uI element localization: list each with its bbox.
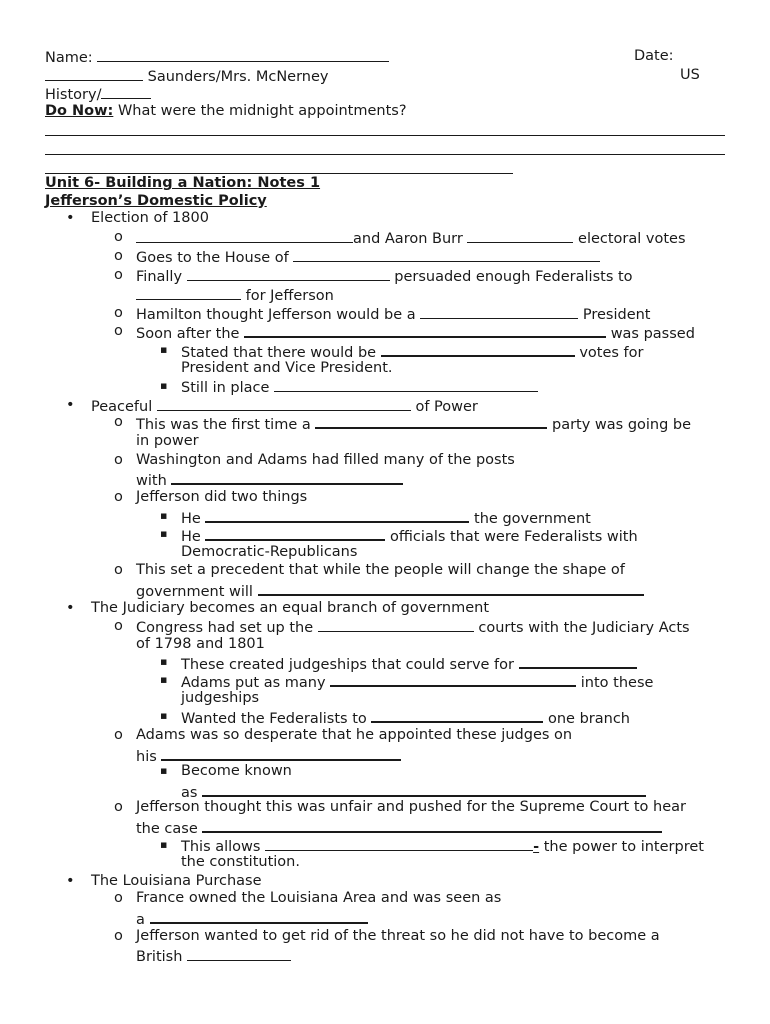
name-blank[interactable] bbox=[97, 47, 389, 62]
dash: - bbox=[533, 839, 540, 855]
text: his bbox=[136, 749, 157, 765]
line-of-1798: of 1798 and 1801 bbox=[136, 636, 265, 652]
line-soon-after bbox=[136, 322, 695, 343]
text: He bbox=[181, 511, 201, 527]
line-washington: Washington and Adams had filled many of the posts bbox=[136, 452, 515, 468]
answer-line-2[interactable] bbox=[45, 154, 725, 155]
square-bullet: ▪ bbox=[160, 379, 168, 392]
text: British bbox=[136, 949, 183, 965]
teacher-line bbox=[45, 66, 329, 86]
blank[interactable] bbox=[244, 322, 606, 338]
square-bullet: ▪ bbox=[160, 527, 168, 540]
disc-bullet: • bbox=[66, 600, 75, 616]
date-label: Date: bbox=[634, 48, 674, 64]
circle-bullet: o bbox=[114, 562, 123, 578]
text: into these bbox=[580, 675, 654, 691]
line-finally bbox=[136, 266, 633, 286]
text: courts with the Judiciary Acts bbox=[478, 620, 690, 636]
blank[interactable] bbox=[330, 671, 576, 687]
line-precedent: This set a precedent that while the people will change the shape of bbox=[136, 562, 625, 578]
history-blank[interactable] bbox=[101, 84, 151, 99]
line-with bbox=[136, 469, 403, 490]
name-label: Name: bbox=[45, 50, 93, 66]
blank[interactable] bbox=[371, 707, 543, 723]
do-now bbox=[45, 102, 407, 120]
blank[interactable] bbox=[315, 413, 547, 429]
circle-bullet: o bbox=[114, 248, 123, 264]
circle-bullet: o bbox=[114, 452, 123, 468]
circle-bullet: o bbox=[114, 305, 123, 321]
course-us: US bbox=[680, 67, 700, 83]
blank[interactable] bbox=[187, 946, 291, 961]
line-gov-will bbox=[136, 580, 644, 601]
circle-bullet: o bbox=[114, 229, 123, 245]
square-bullet: ▪ bbox=[160, 838, 168, 851]
text: Wanted the Federalists to bbox=[181, 711, 367, 727]
blank[interactable] bbox=[265, 836, 533, 851]
blank[interactable] bbox=[420, 304, 578, 319]
line-become-known: Become known bbox=[181, 763, 292, 779]
teacher-blank[interactable] bbox=[45, 66, 143, 81]
blank[interactable] bbox=[136, 228, 353, 243]
line-first-time bbox=[136, 413, 691, 434]
blank[interactable] bbox=[467, 228, 573, 243]
text: the power to interpret bbox=[539, 839, 704, 855]
history-label: History/ bbox=[45, 87, 102, 103]
circle-bullet: o bbox=[114, 618, 123, 634]
line-british bbox=[136, 946, 291, 966]
text: with bbox=[136, 473, 167, 489]
text: the government bbox=[474, 511, 591, 527]
text: This was the first time a bbox=[136, 417, 311, 433]
disc-bullet: • bbox=[66, 397, 75, 413]
disc-bullet: • bbox=[66, 873, 75, 889]
line-the-case bbox=[136, 817, 662, 838]
blank[interactable] bbox=[274, 377, 538, 392]
text: This allows bbox=[181, 839, 261, 855]
text: Adams put as many bbox=[181, 675, 326, 691]
teacher-name: Saunders/Mrs. McNerney bbox=[147, 69, 329, 85]
blank[interactable] bbox=[293, 247, 600, 262]
text: Soon after the bbox=[136, 326, 240, 342]
text: These created judgeships that could serve for bbox=[181, 657, 514, 673]
line-congress bbox=[136, 617, 690, 637]
topic-title: Jefferson’s Domestic Policy bbox=[45, 193, 267, 209]
text: party was going be bbox=[551, 417, 692, 433]
text: Hamilton thought Jefferson would be a bbox=[136, 307, 416, 323]
blank[interactable] bbox=[202, 817, 662, 833]
line-for-jefferson bbox=[136, 285, 334, 305]
text: Stated that there would be bbox=[181, 345, 377, 361]
blank[interactable] bbox=[205, 507, 469, 523]
line-get-rid: Jefferson wanted to get rid of the threat so he did not have to become a bbox=[136, 928, 660, 944]
line-hamilton bbox=[136, 304, 651, 324]
name-line bbox=[45, 47, 389, 67]
line-a bbox=[136, 908, 368, 929]
text: Peaceful bbox=[91, 399, 153, 415]
square-bullet: ▪ bbox=[160, 343, 168, 356]
square-bullet: ▪ bbox=[160, 764, 168, 777]
blank[interactable] bbox=[171, 469, 403, 485]
blank[interactable] bbox=[318, 617, 474, 632]
text: Still in place bbox=[181, 380, 270, 396]
text: electoral votes bbox=[578, 231, 686, 247]
text: votes for bbox=[579, 345, 644, 361]
circle-bullet: o bbox=[114, 323, 123, 339]
text: officials that were Federalists with bbox=[390, 529, 638, 545]
text: Congress had set up the bbox=[136, 620, 314, 636]
line-desperate: Adams was so desperate that he appointed these judges on bbox=[136, 727, 573, 743]
line-judgeships: judgeships bbox=[181, 690, 260, 706]
do-now-question: What were the midnight appointments? bbox=[117, 103, 407, 119]
line-aaron-burr bbox=[136, 228, 686, 248]
louisiana-heading: The Louisiana Purchase bbox=[91, 873, 262, 889]
line-in-power: in power bbox=[136, 433, 199, 449]
text: Finally bbox=[136, 269, 183, 285]
blank[interactable] bbox=[150, 908, 368, 924]
line-france: France owned the Louisiana Area and was seen as bbox=[136, 890, 502, 906]
square-bullet: ▪ bbox=[160, 709, 168, 722]
blank[interactable] bbox=[381, 341, 575, 357]
judiciary-heading: The Judiciary becomes an equal branch of government bbox=[91, 600, 490, 616]
blank[interactable] bbox=[157, 396, 411, 411]
line-constitution: the constitution. bbox=[181, 854, 300, 870]
text: for Jefferson bbox=[245, 288, 334, 304]
line-wanted-fed bbox=[181, 707, 630, 728]
text: and Aaron Burr bbox=[353, 231, 463, 247]
square-bullet: ▪ bbox=[160, 509, 168, 522]
blank[interactable] bbox=[161, 745, 401, 761]
text: a bbox=[136, 912, 145, 928]
blank[interactable] bbox=[519, 653, 637, 669]
text: of Power bbox=[415, 399, 478, 415]
line-pres-vp: President and Vice President. bbox=[181, 360, 393, 376]
line-house-of bbox=[136, 247, 600, 267]
text: Goes to the House of bbox=[136, 250, 289, 266]
circle-bullet: o bbox=[114, 727, 123, 743]
election-heading: Election of 1800 bbox=[91, 210, 209, 226]
square-bullet: ▪ bbox=[160, 673, 168, 686]
unit-title: Unit 6- Building a Nation: Notes 1 bbox=[45, 175, 321, 191]
square-bullet: ▪ bbox=[160, 655, 168, 668]
text: as bbox=[181, 785, 198, 801]
text: He bbox=[181, 529, 201, 545]
line-two-things: Jefferson did two things bbox=[136, 489, 308, 505]
text: government will bbox=[136, 584, 253, 600]
text: the case bbox=[136, 821, 198, 837]
history-line bbox=[45, 84, 151, 104]
circle-bullet: o bbox=[114, 928, 123, 944]
text: persuaded enough Federalists to bbox=[394, 269, 633, 285]
blank[interactable] bbox=[136, 285, 241, 300]
disc-bullet: • bbox=[66, 210, 75, 226]
circle-bullet: o bbox=[114, 267, 123, 283]
blank[interactable] bbox=[187, 266, 390, 281]
do-now-label: Do Now: bbox=[45, 103, 114, 119]
circle-bullet: o bbox=[114, 489, 123, 505]
text: one branch bbox=[548, 711, 630, 727]
answer-line-1[interactable] bbox=[45, 135, 725, 136]
blank[interactable] bbox=[258, 580, 644, 596]
line-unfair: Jefferson thought this was unfair and pushed for the Supreme Court to hear bbox=[136, 799, 686, 815]
blank[interactable] bbox=[202, 781, 646, 797]
text: was passed bbox=[610, 326, 695, 342]
blank[interactable] bbox=[205, 525, 385, 541]
circle-bullet: o bbox=[114, 890, 123, 906]
circle-bullet: o bbox=[114, 414, 123, 430]
line-still-in-place bbox=[181, 377, 538, 397]
text: President bbox=[582, 307, 651, 323]
circle-bullet: o bbox=[114, 799, 123, 815]
line-dem-rep: Democratic-Republicans bbox=[181, 544, 358, 560]
